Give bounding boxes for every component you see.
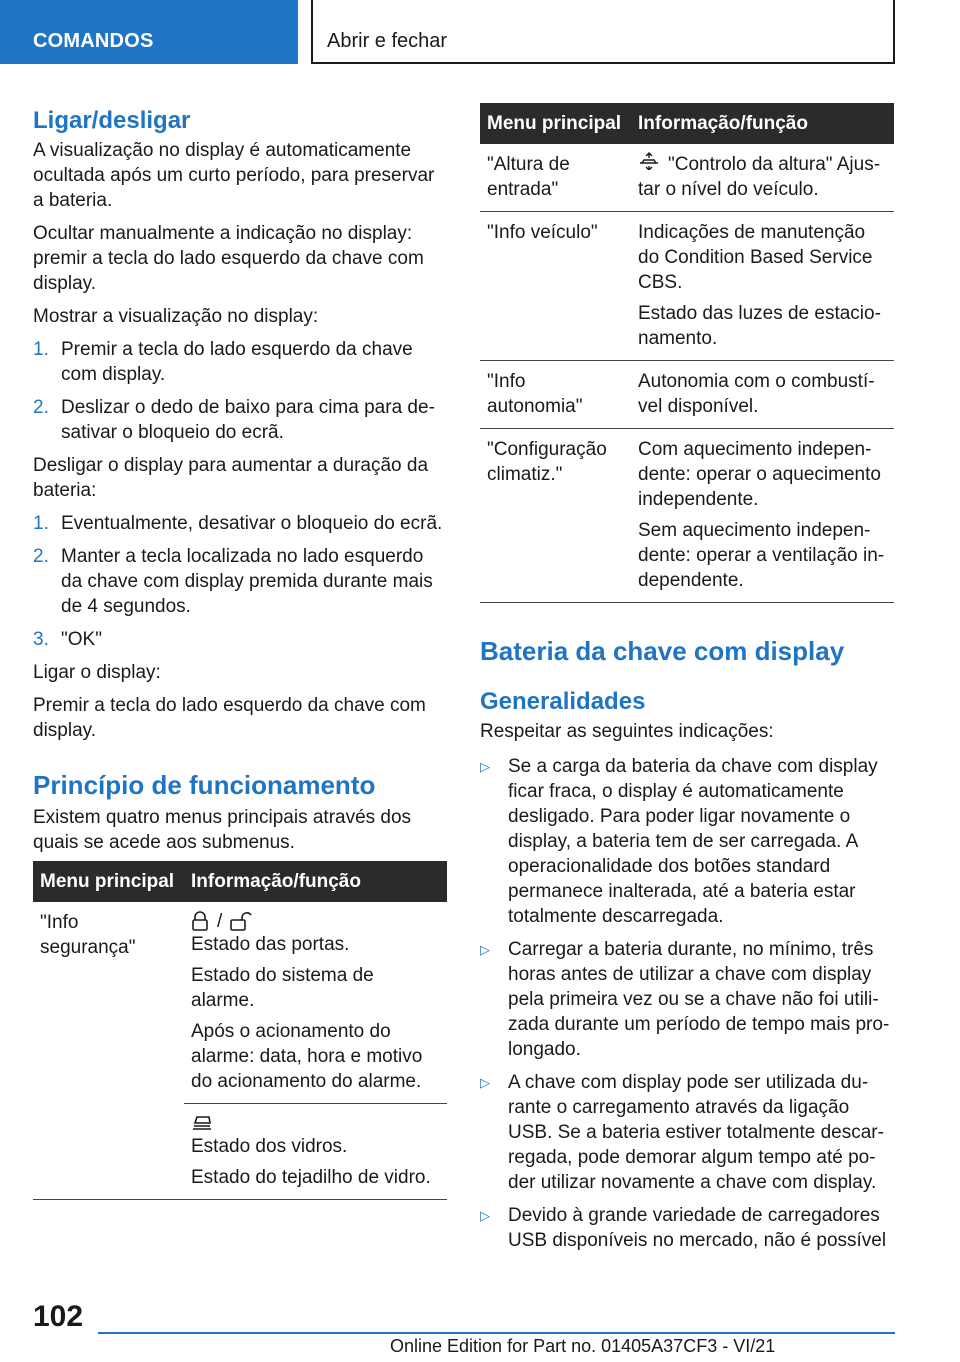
list-item: [33, 395, 447, 445]
menu-table-left: [33, 861, 447, 1200]
cell-text: Estado do tejadilho de vidro.: [191, 1167, 431, 1188]
cell-text: Autonomia com o combustível disponível.: [638, 371, 875, 418]
cell-text: Estado das luzes de estacionamento.: [638, 303, 881, 350]
table-row: [480, 212, 894, 361]
notes-list: [480, 754, 894, 1253]
info-cell: [631, 212, 894, 361]
section-title: COMANDOS: [33, 30, 154, 52]
table-row: [33, 902, 447, 1104]
info-cell: [631, 144, 894, 212]
paragraph: Existem quatro menus principais através dos quais se acede aos submenus.: [33, 807, 412, 853]
step-number: 2.: [33, 546, 49, 567]
list-item: [480, 1070, 894, 1195]
list-item: [480, 754, 894, 929]
paragraph: A visualização no display é automaticamente ocultada após um curto período, para preservar a bateria.: [33, 140, 435, 211]
note-text: A chave com display pode ser utilizada durante o carregamento através da ligação USB. Se a bateria estiver totalmente descarregada, pode demorar algum tempo até poder utilizar novamente a chave com display.: [508, 1072, 884, 1194]
paragraph: Desligar o display para aumentar a duração da bateria:: [33, 455, 429, 501]
menu-table-right: [480, 103, 894, 603]
list-item: [33, 544, 447, 619]
chapter-header: [311, 0, 895, 64]
table-header-row: [480, 103, 894, 144]
step-text: Manter a tecla localizada no lado esquerdo da chave com display premida durante mais de 4 segundos.: [61, 546, 433, 617]
menu-cell: "Configuração climatiz.": [480, 429, 631, 603]
lock-open-icon: [230, 911, 252, 931]
car-window-icon: [191, 1114, 213, 1132]
heading-general: Generalidades: [480, 688, 646, 716]
bullet-triangle-icon: ▷: [480, 942, 490, 958]
icon-separator: /: [217, 910, 223, 932]
note-text: Devido à grande variedade de carregadores USB disponíveis no mercado, não é possível: [508, 1205, 887, 1252]
bullet-triangle-icon: ▷: [480, 1208, 490, 1224]
note-text: Se a carga da bateria da chave com display ficar fraca, o display é automaticamente desligado. Para poder ligar novamente o display, a bateria tem de ser carregada. A operacionalidade dos botões standard permanece inalterada, até a bateria estar totalmente descarregada.: [508, 756, 878, 928]
height-control-icon: [638, 152, 660, 177]
column-header-info: Informação/função: [184, 861, 447, 902]
table-row: [480, 429, 894, 603]
heading-battery: Bateria da chave com display: [480, 636, 845, 667]
edition-note: Online Edition for Part no. 01405A37CF3 - VI/21: [390, 1336, 776, 1356]
cell-text: Sem aquecimento independente: operar a ventilação independente.: [638, 520, 885, 592]
table-header-row: [33, 861, 447, 902]
menu-cell: [33, 1104, 184, 1200]
list-item: [480, 1203, 894, 1253]
menu-cell: "Info segurança": [40, 912, 136, 958]
icon-line: [191, 910, 439, 932]
page-number: 102: [33, 1300, 84, 1333]
info-cell: [184, 1104, 447, 1200]
cell-text: Estado das portas.: [191, 934, 350, 955]
lock-closed-icon: [191, 911, 209, 931]
cell-text: Estado dos vidros.: [191, 1136, 348, 1157]
step-number: 2.: [33, 397, 49, 418]
info-cell: [631, 361, 894, 429]
column-header-menu: Menu principal: [33, 861, 184, 902]
paragraph: Premir a tecla do lado esquerdo da chave com display.: [33, 695, 426, 741]
step-number: 1.: [33, 513, 49, 534]
table-row: [480, 361, 894, 429]
info-cell: [631, 429, 894, 603]
left-column: [33, 100, 447, 1200]
list-item: [33, 627, 447, 652]
note-text: Carregar a bateria durante, no mínimo, três horas antes de utilizar a chave com display pela primeira vez ou se a chave não foi utilizada durante um período de tempo mais prolongado.: [508, 939, 890, 1061]
column-header-info: Informação/função: [631, 103, 894, 144]
info-cell: [184, 902, 447, 1104]
bullet-triangle-icon: ▷: [480, 759, 490, 775]
section-tab: [0, 0, 298, 64]
paragraph: Mostrar a visualização no display:: [33, 306, 319, 327]
cell-text: Com aquecimento independente: operar o aquecimento independente.: [638, 439, 881, 511]
menu-cell: "Info veículo": [480, 212, 631, 361]
menu-cell: "Info autonomia": [480, 361, 631, 429]
list-item: [33, 511, 447, 536]
steps-list-show: [33, 337, 447, 445]
footer-divider: [98, 1332, 895, 1334]
step-text: Deslizar o dedo de baixo para cima para desativar o bloqueio do ecrã.: [61, 397, 435, 443]
paragraph: Ocultar manualmente a indicação no display: premir a tecla do lado esquerdo da chave com display.: [33, 223, 424, 294]
list-item: [480, 937, 894, 1062]
table-row: [480, 144, 894, 212]
step-text: Premir a tecla do lado esquerdo da chave com display.: [61, 339, 413, 385]
column-header-menu: Menu principal: [480, 103, 631, 144]
cell-text: Estado do sistema de alarme.: [191, 965, 374, 1011]
right-column: [480, 103, 894, 1261]
heading-on-off: Ligar/desligar: [33, 107, 191, 134]
cell-text: Indicações de manutenção do Condition Based Service CBS.: [638, 222, 873, 294]
steps-list-off: [33, 511, 447, 652]
step-text: Eventualmente, desativar o bloqueio do ecrã.: [61, 513, 443, 534]
cell-text: "Controlo da altura" Ajustar o nível do veículo.: [638, 154, 881, 201]
paragraph: Respeitar as seguintes indicações:: [480, 721, 774, 743]
step-text: "OK": [61, 629, 102, 650]
chapter-title: Abrir e fechar: [327, 30, 448, 52]
menu-cell: "Altura de entrada": [480, 144, 631, 212]
bullet-triangle-icon: ▷: [480, 1075, 490, 1091]
table-row: [33, 1104, 447, 1200]
step-number: 1.: [33, 339, 49, 360]
paragraph: Ligar o display:: [33, 662, 161, 683]
heading-principle: Princípio de funcionamento: [33, 770, 376, 800]
cell-text: Após o acionamento do alarme: data, hora e motivo do acionamento do alarme.: [191, 1021, 423, 1092]
icon-line: [191, 1112, 439, 1134]
list-item: [33, 337, 447, 387]
step-number: 3.: [33, 629, 49, 650]
